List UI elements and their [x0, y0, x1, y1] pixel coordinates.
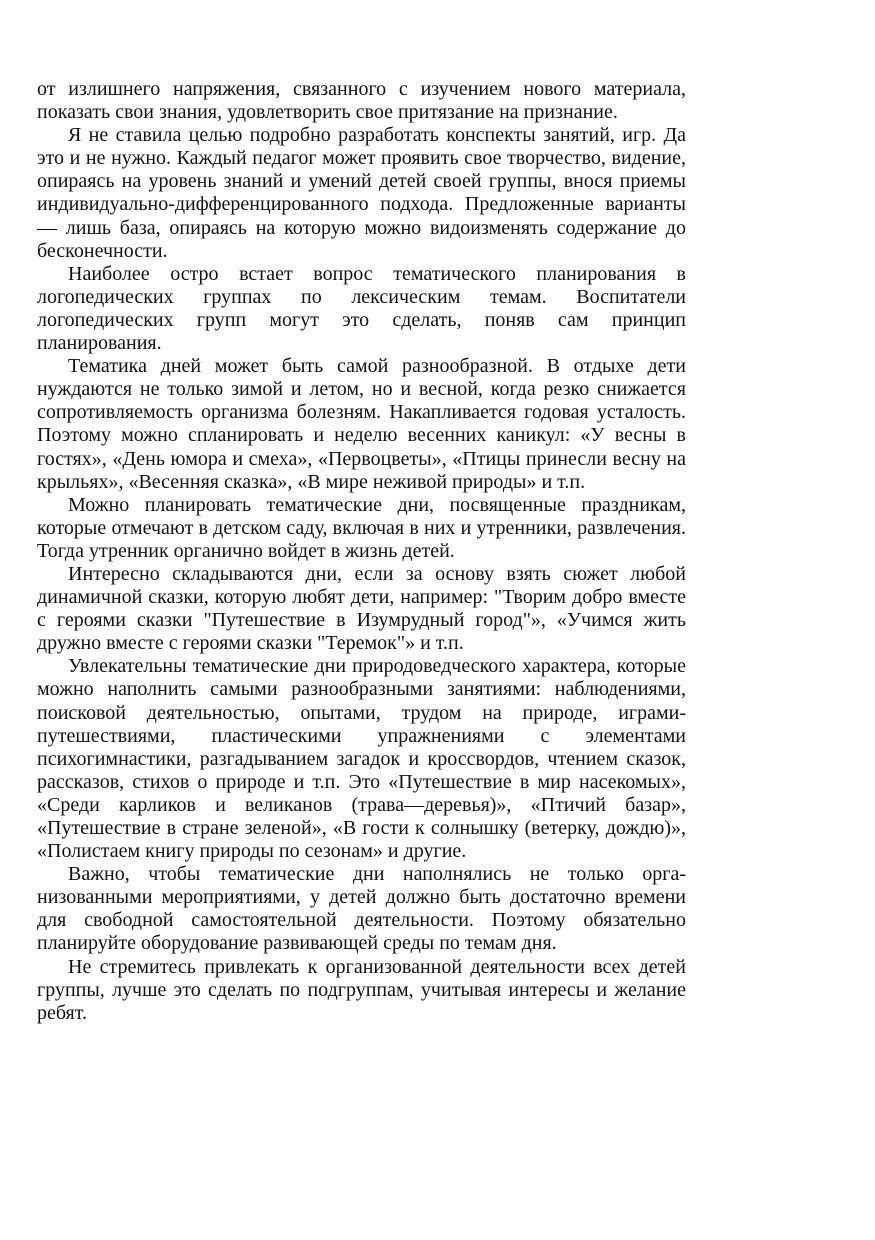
paragraph-speech-therapy-planning: Наиболее остро встает вопрос тематического планирования в логопедических группах по лексическим темам. Воспитатели логопедических групп могут это сделать, поняв сам принцип планирования. [37, 262, 686, 355]
paragraph-free-activity: Важно, чтобы тематические дни наполнялись не только организованными мероприятиями, у детей должно быть достаточно времени для свободной самостоятельной деятельности. Поэтому обязательно планируйте оборудование развивающей среды по темам дня. [37, 863, 686, 955]
paragraph-subgroups: Не стремитесь привлекать к организованной деятельности всех детей группы, лучше это сделать по подгруппам, учитывая интересы и желание ребят. [37, 955, 686, 1024]
paragraph-nature-days: Увлекательны тематические дни природоведческого характера, которые можно наполнить самыми разнообразными занятиями: наблюдениями, поисковой деятельностью, опытами, трудом на природе, играми-путешествиями, пластическими упражнениями с элементами психогимнастики, разгадыванием загадок и кроссвордов, чтением сказок, рассказов, стихов о природе и т.п. Это «Путешествие в мир насекомых», «Среди карликов и великанов (трава—деревья)», «Птичий базар», «Путешествие в стране зеленой», «В гости к солнышку (ветерку, дождю)», «Полистаем книгу природы по сезонам» и другие. [37, 655, 686, 863]
paragraph-fairy-tale-days: Интересно складываются дни, если за основу взять сюжет любой динамичной сказки, которую любят дети, например: "Творим добро вместе с героями сказки "Путешествие в Изумрудный город"», «Учимся жить дружно вместе с героями сказки "Теремок"» и т.п. [37, 562, 686, 655]
paragraph-goals: Я не ставила целью подробно разработать конспекты занятий, игр. Да это и не нужно. Каждый педагог может проявить свое творчество, видение, опираясь на уровень знаний и умений детей своей группы, внося приемы индивидуально-дифференцированного подхода. Предложенные варианты — лишь база, опираясь на которую можно видоизменять содержание до бесконечности. [37, 124, 686, 262]
paragraph-spring-holidays: Тематика дней может быть самой разнообразной. В отдыхе дети нуждаются не только зимой и летом, но и весной, когда резко снижается сопротивляемость организма болезням. Накапливается годовая усталость. Поэтому можно спланировать и неделю весенних каникул: «У весны в гостях», «День юмора и смеха», «Первоцветы», «Птицы принесли весну на крыльях», «Весенняя сказка», «В мире неживой природы» и т.п. [37, 355, 686, 493]
paragraph-continuation: от излишнего напряжения, связанного с изучением нового материала, показать свои знания, удовлетворить свое притязание на признание. [37, 78, 686, 124]
document-page [37, 78, 686, 1025]
paragraph-holiday-days: Можно планировать тематические дни, посвященные праздникам, которые отмечают в детском саду, включая в них и утренники, развлечения. Тогда утренник органично войдет в жизнь детей. [37, 493, 686, 562]
